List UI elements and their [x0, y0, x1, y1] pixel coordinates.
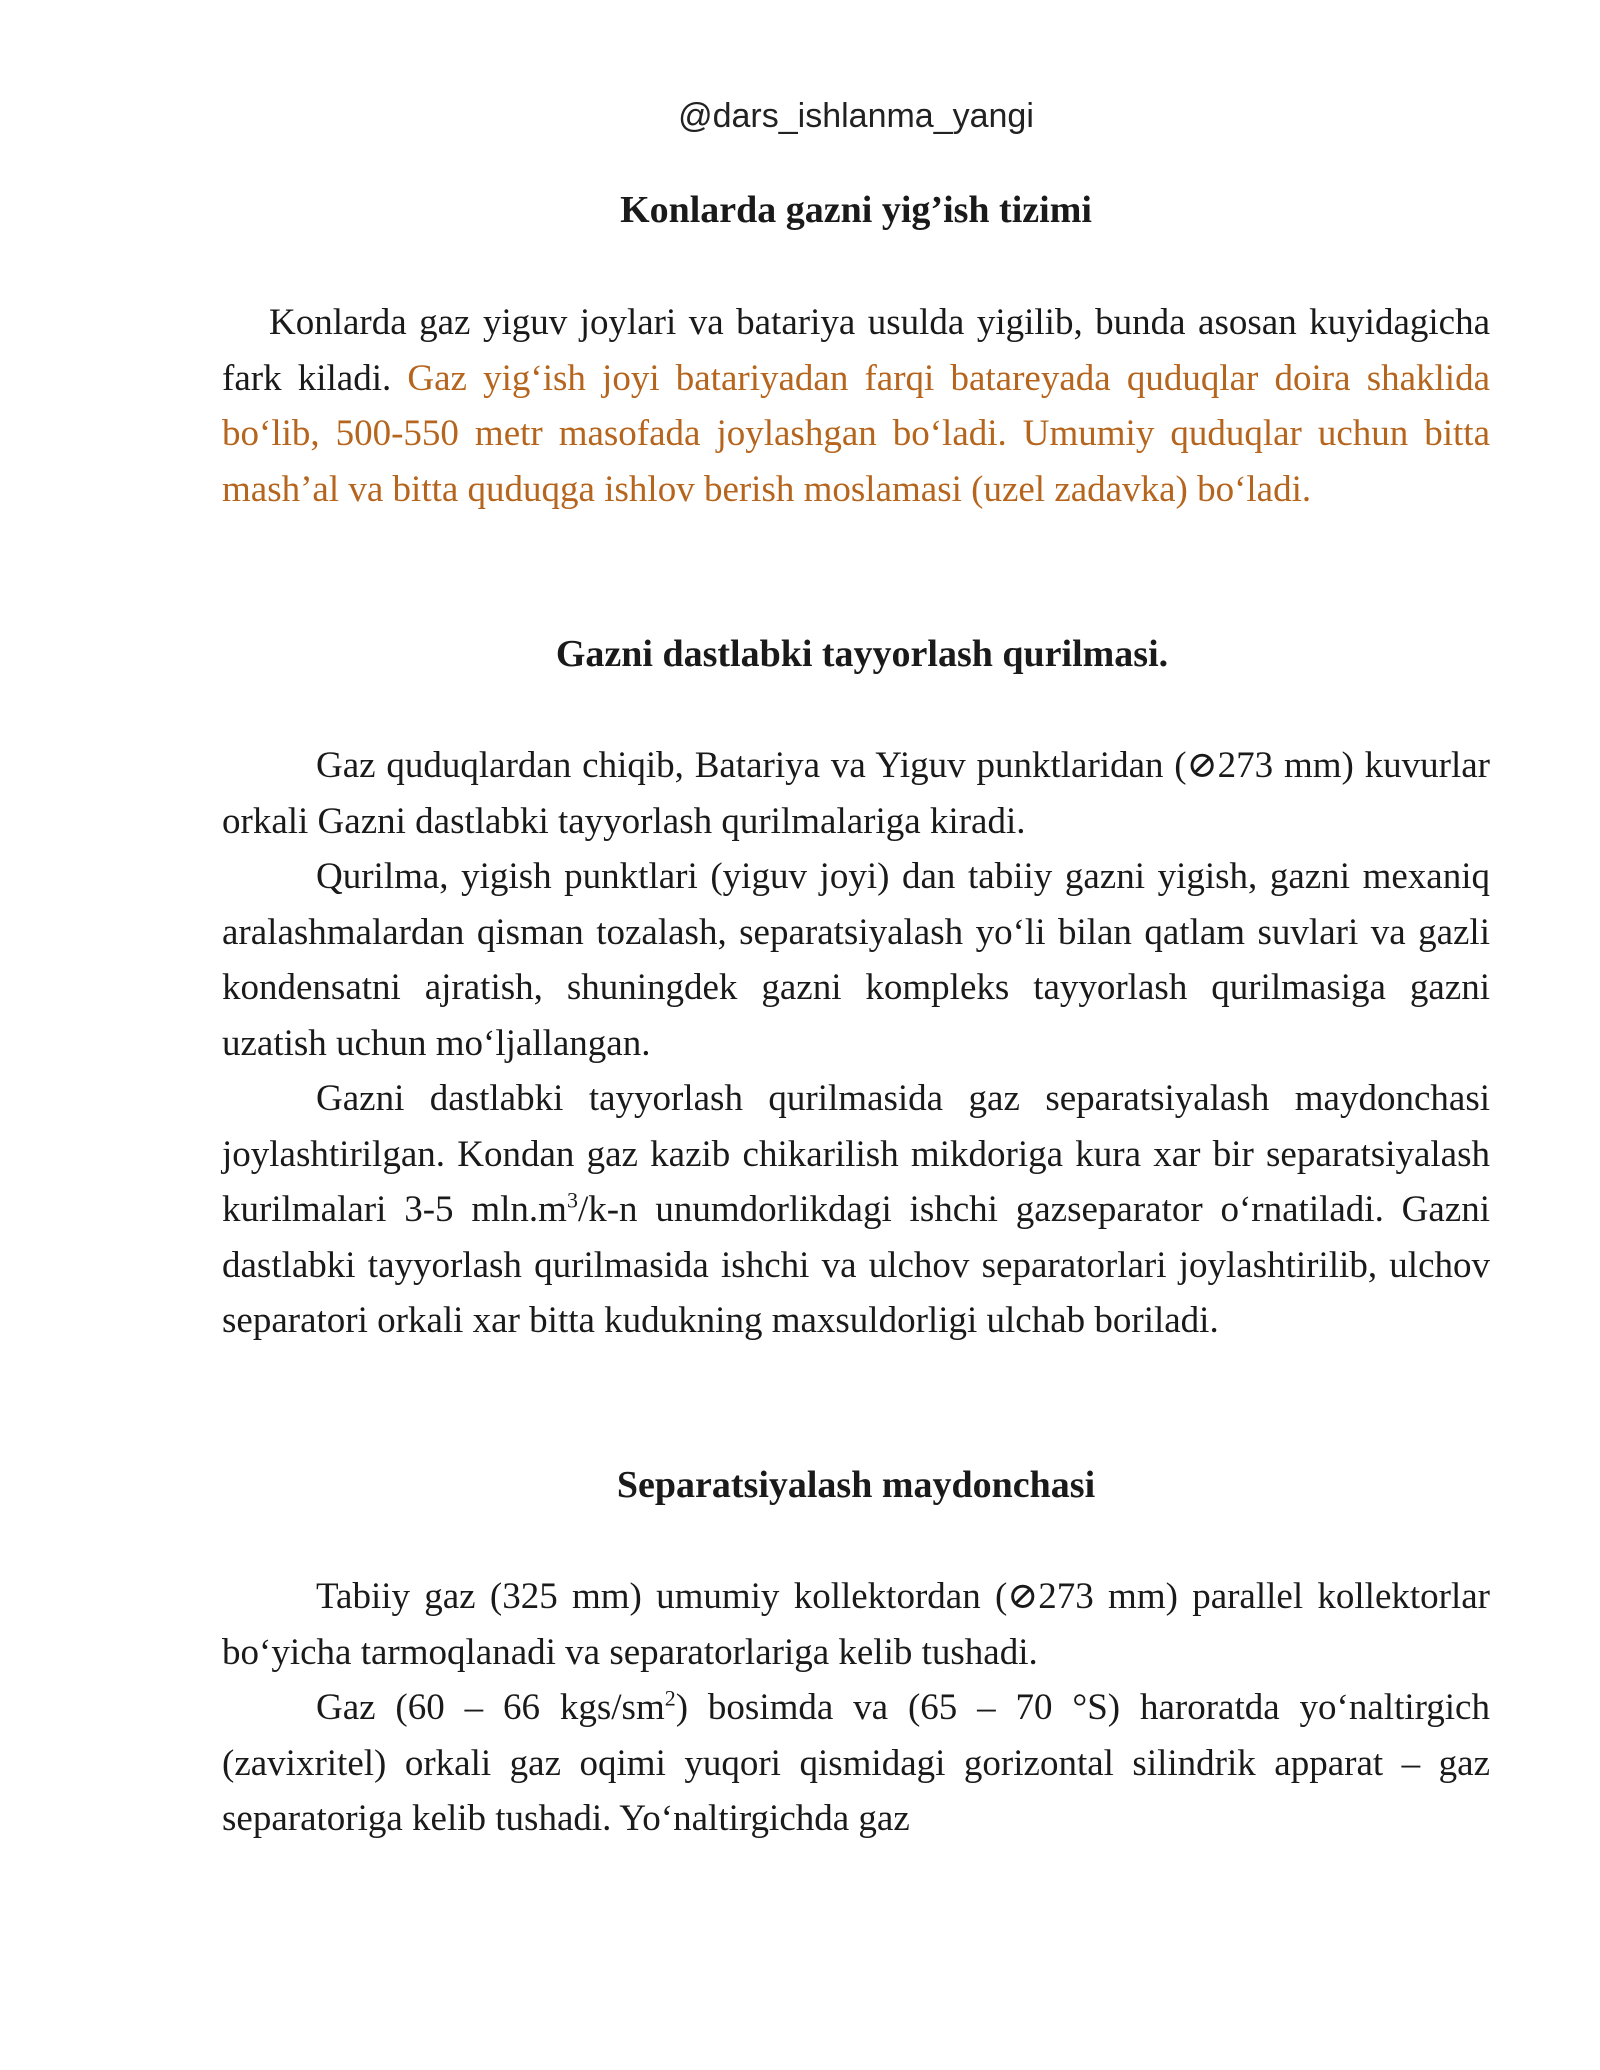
- channel-tag: @dars_ishlanma_yangi: [678, 97, 1034, 135]
- section-preliminary-treatment: [222, 738, 1490, 1349]
- paragraph-separation-2: [222, 1680, 1490, 1847]
- square-superscript: 2: [664, 1685, 676, 1711]
- collection-highlight-text: Gaz yig‘ish joyi batariyadan farqi batareyada quduqlar doira shaklida bo‘lib, 500-550 metr masofada joylashgan bo‘ladi. Umumiy quduqlar uchun bitta mash’al va bitta quduqga ishlov berish moslamasi (uzel zadavka) bo‘ladi.: [222, 357, 1490, 510]
- cubic-superscript: 3: [566, 1187, 578, 1213]
- separation-2-text-a: Gaz (60 – 66 kgs/sm: [316, 1687, 665, 1728]
- paragraph-treatment-3: [222, 1071, 1490, 1349]
- section-gas-collection: [222, 295, 1490, 517]
- title-gas-collection-system: Konlarda gazni yig’ish tizimi: [620, 189, 1092, 231]
- treatment-3-text-a: Gazni dastlabki tayyorlash qurilmasida gaz separatsiyalash maydonchasi joylashtirilgan. Kondan gaz kazib chikarilish mikdoriga kura xar bir separatsiyalash kurilmalari 3-5 mln.m: [222, 1078, 1490, 1230]
- title-separation-site: Separatsiyalash maydonchasi: [616, 1464, 1096, 1506]
- paragraph-treatment-2: Qurilma, yigish punktlari (yiguv joyi) dan tabiiy gazni yigish, gazni mexaniq aralashmalardan qisman tozalash, separatsiyalash yo‘li bilan qatlam suvlari va gazli kondensatni ajratish, shuningdek gazni kompleks tayyorlash qurilmasiga gazni uzatish uchun mo‘ljallangan.: [222, 856, 1490, 1064]
- separation-2-text-b: ) bosimda va (65 – 70 °S) haroratda yo‘naltirgich (zavixritel) orkali gaz oqimi yuqori qismidagi gorizontal silindrik apparat – gaz separatoriga kelib tushadi. Yo‘naltirgichda gaz: [222, 1687, 1490, 1839]
- treatment-3-text-b: /k-n unumdorlikdagi ishchi gazseparator o‘rnatiladi. Gazni dastlabki tayyorlash qurilmasida ishchi va ulchov separatorlari joylashtirilib, ulchov separatori orkali xar bitta kudukning maxsuldorligi ulchab boriladi.: [222, 1189, 1491, 1341]
- paragraph-collection-intro: [222, 295, 1490, 517]
- title-preliminary-treatment-unit: Gazni dastlabki tayyorlash qurilmasi.: [555, 633, 1169, 675]
- section-separation: [222, 1569, 1490, 1847]
- paragraph-treatment-1: Gaz quduqlardan chiqib, Batariya va Yiguv punktlaridan (⊘273 mm) kuvurlar orkali Gazni dastlabki tayyorlash qurilmalariga kiradi.: [222, 745, 1490, 842]
- paragraph-separation-1: Tabiiy gaz (325 mm) umumiy kollektordan (⊘273 mm) parallel kollektorlar bo‘yicha tarmoqlanadi va separatorlariga kelib tushadi.: [222, 1576, 1490, 1673]
- collection-plain-text: Konlarda gaz yiguv joylari va batariya usulda yigilib, bunda asosan kuyidagicha fark kiladi.: [222, 302, 1490, 399]
